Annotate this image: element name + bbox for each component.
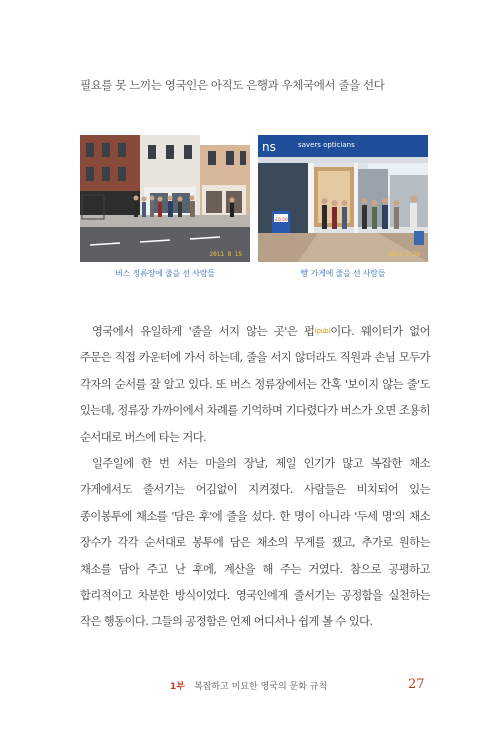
body-text xyxy=(80,318,430,636)
store-sign-prefix: ns xyxy=(262,140,276,154)
pub-annotation: (pub) xyxy=(314,327,331,335)
bakery-caption: 빵 가게에 줄을 선 사람들 xyxy=(300,269,386,278)
poster-price: £0.50 xyxy=(275,218,288,223)
photo-date-stamp: 2011 8 20 xyxy=(387,251,420,258)
top-caption: 필요를 못 느끼는 영국인은 아직도 은행과 우체국에서 줄을 선다 xyxy=(80,78,385,92)
store-sign: savers opticians xyxy=(298,141,355,149)
bus-stop-caption: 버스 정류장에 줄을 선 사람들 xyxy=(115,269,215,278)
paragraph-1 xyxy=(80,318,430,451)
chapter-title: 복잡하고 미묘한 영국의 문화 규칙 xyxy=(194,682,328,692)
bus-stop-photo xyxy=(80,135,250,262)
paragraph-2: 일주일에 한 번 서는 마을의 장날, 제일 인기가 많고 복잡한 채소 가게에서도 줄서기는 어김없이 지켜졌다. 사람들은 비치되어 있는 종이봉투에 채소를 '담은 후'에 줄을 섰다. 한 명이 아니라 '두세 명'의 채소 장수가 각각 순서대로 봉투에 담은 채소의 무게를 쟀고, 추가로 원하는 채소를 담아 주고 난 후에, 계산을 해 주는 거였다. 참으로 공평하고 합리적이고 차분한 방식이었다. 영국인에게 줄서기는 공정함을 실천하는 작은 행동이다. 그들의 공정함은 언제 어디서나 쉽게 볼 수 있다. xyxy=(80,457,430,629)
photo-date-stamp: 2011 8 15 xyxy=(209,251,242,258)
paragraph-1-part-b: 이다. 웨이터가 없어 주문은 직접 카운터에 가서 하는데, 줄을 서지 않더라도 직원과 손님 모두가 각자의 순서를 잘 알고 있다. 또 버스 정류장에서는 간혹 '보이지 않는 줄'도 있는데, 정류장 가까이에서 차례를 기억하며 기다렸다가 버스가 오면 조용히 순서대로 버스에 타는 거다. xyxy=(80,325,430,444)
part-number: 1부 xyxy=(170,682,185,692)
page-number: 27 xyxy=(408,677,425,692)
page-footer xyxy=(0,679,500,695)
paragraph-1-part-a: 영국에서 유일하게 '줄을 서지 않는 곳'은 펍 xyxy=(92,325,315,338)
bakery-photo xyxy=(258,135,428,262)
